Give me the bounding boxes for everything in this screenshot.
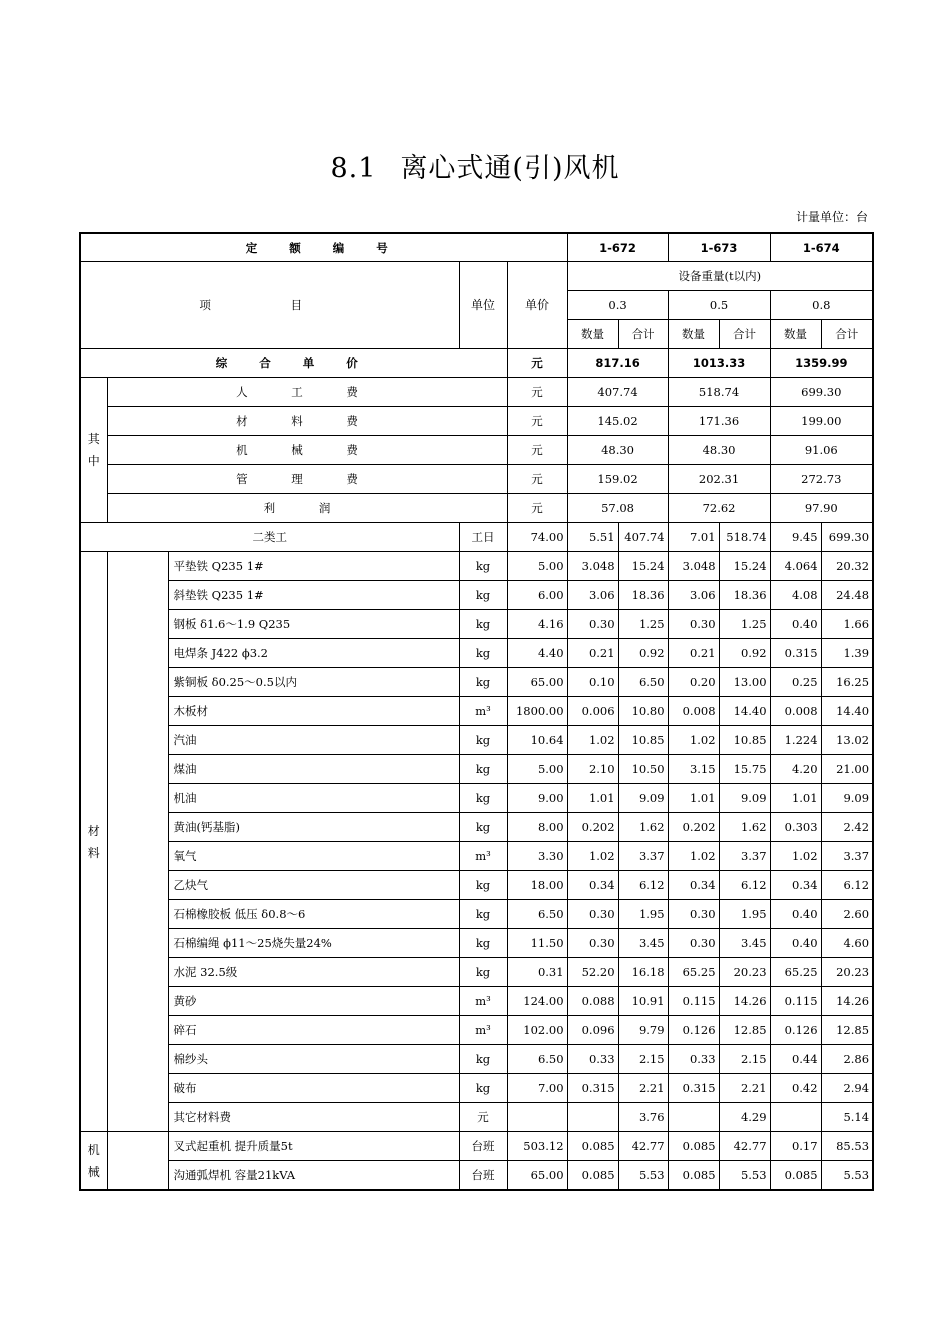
item-qty: 0.21 (668, 639, 719, 668)
material-row (80, 1103, 873, 1132)
item-sum: 10.85 (618, 726, 668, 755)
item-price: 10.64 (507, 726, 567, 755)
cost-value: 48.30 (668, 436, 770, 465)
item-name: 黄砂 (168, 987, 459, 1016)
sum-header-2: 合计 (719, 320, 770, 349)
item-name: 石棉编绳 ϕ11～25烧失量24% (168, 929, 459, 958)
item-sum: 15.24 (618, 552, 668, 581)
item-sum: 6.12 (821, 871, 873, 900)
total-value-3: 1359.99 (770, 349, 873, 378)
item-sum: 2.15 (719, 1045, 770, 1074)
cost-value: 699.30 (770, 378, 873, 407)
cost-value: 202.31 (668, 465, 770, 494)
item-qty: 0.21 (567, 639, 618, 668)
section-title: 离心式通(引)风机 (400, 153, 620, 184)
weight-2: 0.5 (668, 291, 770, 320)
quota-code-3: 1-674 (770, 233, 873, 262)
labor-row (80, 523, 873, 552)
cost-row (80, 407, 873, 436)
item-sum: 9.09 (821, 784, 873, 813)
item-price: 9.00 (507, 784, 567, 813)
cost-row (80, 494, 873, 523)
item-unit: kg (459, 610, 507, 639)
measurement-unit-note: 计量单位：台 (795, 210, 868, 224)
item-qty: 1.224 (770, 726, 821, 755)
item-qty: 1.01 (668, 784, 719, 813)
item-qty: 3.15 (668, 755, 719, 784)
item-sum: 20.32 (821, 552, 873, 581)
cost-value: 48.30 (567, 436, 668, 465)
sum-header-1: 合计 (618, 320, 668, 349)
item-sum: 1.62 (618, 813, 668, 842)
item-unit: kg (459, 726, 507, 755)
item-name: 钢板 δ1.6～1.9 Q235 (168, 610, 459, 639)
item-price: 3.30 (507, 842, 567, 871)
page-title (0, 146, 950, 185)
cost-value: 57.08 (567, 494, 668, 523)
cost-label: 人 工 费 (107, 378, 507, 407)
cost-value: 97.90 (770, 494, 873, 523)
item-qty: 3.048 (567, 552, 618, 581)
materials-label-spacer (107, 552, 168, 1132)
item-sum: 1.66 (821, 610, 873, 639)
item-qty: 0.315 (567, 1074, 618, 1103)
item-name: 氧气 (168, 842, 459, 871)
item-sum: 1.95 (618, 900, 668, 929)
qty-header-2: 数量 (668, 320, 719, 349)
item-price: 5.00 (507, 552, 567, 581)
item-qty (567, 1103, 618, 1132)
item-sum: 9.09 (719, 784, 770, 813)
item-qty: 0.40 (770, 610, 821, 639)
cost-unit: 元 (507, 378, 567, 407)
item-sum: 3.45 (719, 929, 770, 958)
item-sum: 18.36 (719, 581, 770, 610)
item-price: 4.40 (507, 639, 567, 668)
item-unit: kg (459, 784, 507, 813)
item-qty: 0.303 (770, 813, 821, 842)
material-row (80, 755, 873, 784)
item-sum: 2.94 (821, 1074, 873, 1103)
item-name: 木板材 (168, 697, 459, 726)
item-qty: 0.085 (567, 1132, 618, 1161)
cost-value: 407.74 (567, 378, 668, 407)
cost-value: 199.00 (770, 407, 873, 436)
item-qty: 0.085 (567, 1161, 618, 1191)
item-qty: 0.315 (668, 1074, 719, 1103)
item-sum: 6.12 (618, 871, 668, 900)
item-qty: 0.30 (567, 610, 618, 639)
item-qty: 1.01 (770, 784, 821, 813)
item-unit: 台班 (459, 1161, 507, 1191)
item-unit: kg (459, 639, 507, 668)
material-row (80, 958, 873, 987)
item-name: 电焊条 J422 ϕ3.2 (168, 639, 459, 668)
material-row (80, 1074, 873, 1103)
header-row-weight (80, 262, 873, 291)
item-sum: 42.77 (618, 1132, 668, 1161)
item-qty: 52.20 (567, 958, 618, 987)
item-qty: 0.33 (567, 1045, 618, 1074)
item-qty: 0.088 (567, 987, 618, 1016)
item-qty: 0.126 (770, 1016, 821, 1045)
item-sum: 5.53 (719, 1161, 770, 1191)
material-row (80, 842, 873, 871)
item-sum: 6.12 (719, 871, 770, 900)
quota-code-label: 定 额 编 号 (80, 233, 567, 262)
item-sum: 0.92 (618, 639, 668, 668)
item-qty: 0.096 (567, 1016, 618, 1045)
item-sum: 12.85 (821, 1016, 873, 1045)
item-qty: 0.17 (770, 1132, 821, 1161)
item-header: 项 目 (80, 262, 459, 349)
item-sum: 2.60 (821, 900, 873, 929)
labor-cell: 9.45 (770, 523, 821, 552)
item-unit: kg (459, 552, 507, 581)
material-row (80, 726, 873, 755)
weight-3: 0.8 (770, 291, 873, 320)
item-unit: kg (459, 813, 507, 842)
total-label: 综 合 单 价 (80, 349, 507, 378)
item-sum: 16.18 (618, 958, 668, 987)
item-qty: 0.115 (668, 987, 719, 1016)
machinery-label-spacer (107, 1132, 168, 1191)
item-qty (668, 1103, 719, 1132)
item-sum: 20.23 (719, 958, 770, 987)
item-unit: kg (459, 958, 507, 987)
item-qty: 65.25 (668, 958, 719, 987)
labor-cell: 7.01 (668, 523, 719, 552)
item-qty: 1.01 (567, 784, 618, 813)
item-qty: 0.315 (770, 639, 821, 668)
material-row (80, 871, 873, 900)
item-unit: 台班 (459, 1132, 507, 1161)
item-sum: 2.21 (719, 1074, 770, 1103)
cost-value: 159.02 (567, 465, 668, 494)
item-qty: 1.02 (668, 842, 719, 871)
item-qty: 65.25 (770, 958, 821, 987)
item-sum: 14.40 (719, 697, 770, 726)
item-name: 平垫铁 Q235 1# (168, 552, 459, 581)
cost-unit: 元 (507, 436, 567, 465)
item-qty: 0.202 (668, 813, 719, 842)
qty-header-1: 数量 (567, 320, 618, 349)
item-qty: 0.30 (567, 900, 618, 929)
item-price: 503.12 (507, 1132, 567, 1161)
item-qty: 4.20 (770, 755, 821, 784)
item-sum: 42.77 (719, 1132, 770, 1161)
item-sum: 4.60 (821, 929, 873, 958)
item-price: 1800.00 (507, 697, 567, 726)
item-qty: 0.006 (567, 697, 618, 726)
item-sum: 13.02 (821, 726, 873, 755)
item-unit: m³ (459, 987, 507, 1016)
item-sum: 10.91 (618, 987, 668, 1016)
item-unit: m³ (459, 842, 507, 871)
item-unit: m³ (459, 1016, 507, 1045)
item-price: 6.00 (507, 581, 567, 610)
item-qty: 0.20 (668, 668, 719, 697)
item-sum: 6.50 (618, 668, 668, 697)
item-sum: 3.37 (821, 842, 873, 871)
labor-cell: 5.51 (567, 523, 618, 552)
item-name: 斜垫铁 Q235 1# (168, 581, 459, 610)
item-qty: 3.048 (668, 552, 719, 581)
item-qty: 1.02 (668, 726, 719, 755)
labor-price: 74.00 (507, 523, 567, 552)
item-name: 沟通弧焊机 容量21kVA (168, 1161, 459, 1191)
labor-unit: 工日 (459, 523, 507, 552)
qty-header-3: 数量 (770, 320, 821, 349)
quota-table (79, 232, 874, 1191)
quota-code-1: 1-672 (567, 233, 668, 262)
item-price: 8.00 (507, 813, 567, 842)
item-sum: 1.25 (618, 610, 668, 639)
of-which-label: 其中 (80, 378, 107, 523)
item-price: 0.31 (507, 958, 567, 987)
item-unit: kg (459, 1074, 507, 1103)
item-unit: kg (459, 900, 507, 929)
item-qty: 4.08 (770, 581, 821, 610)
material-row (80, 581, 873, 610)
item-qty: 1.02 (770, 842, 821, 871)
item-sum: 1.25 (719, 610, 770, 639)
item-name: 煤油 (168, 755, 459, 784)
item-price: 4.16 (507, 610, 567, 639)
total-value-1: 817.16 (567, 349, 668, 378)
item-sum: 10.85 (719, 726, 770, 755)
machinery-row (80, 1161, 873, 1191)
item-qty: 0.126 (668, 1016, 719, 1045)
item-price: 65.00 (507, 1161, 567, 1191)
item-qty: 0.085 (770, 1161, 821, 1191)
item-qty: 0.25 (770, 668, 821, 697)
quota-code-row (80, 233, 873, 262)
cost-unit: 元 (507, 465, 567, 494)
item-name: 紫铜板 δ0.25～0.5以内 (168, 668, 459, 697)
item-unit: kg (459, 929, 507, 958)
item-price: 18.00 (507, 871, 567, 900)
item-name: 石棉橡胶板 低压 δ0.8～6 (168, 900, 459, 929)
total-row (80, 349, 873, 378)
cost-label: 材 料 费 (107, 407, 507, 436)
labor-cell: 518.74 (719, 523, 770, 552)
item-sum: 1.95 (719, 900, 770, 929)
item-qty: 0.30 (567, 929, 618, 958)
item-qty: 0.34 (770, 871, 821, 900)
cost-unit: 元 (507, 407, 567, 436)
item-qty: 0.30 (668, 900, 719, 929)
machinery-label: 机械 (80, 1132, 107, 1191)
item-sum: 12.85 (719, 1016, 770, 1045)
item-qty: 0.34 (668, 871, 719, 900)
item-name: 其它材料费 (168, 1103, 459, 1132)
item-qty: 0.30 (668, 610, 719, 639)
item-qty: 4.064 (770, 552, 821, 581)
material-row (80, 813, 873, 842)
materials-label: 材料 (80, 552, 107, 1132)
cost-label: 管 理 费 (107, 465, 507, 494)
item-sum: 2.42 (821, 813, 873, 842)
item-unit: kg (459, 1045, 507, 1074)
price-header: 单价 (507, 262, 567, 349)
item-unit: kg (459, 668, 507, 697)
item-qty: 0.085 (668, 1132, 719, 1161)
item-price: 124.00 (507, 987, 567, 1016)
item-price: 11.50 (507, 929, 567, 958)
material-row (80, 987, 873, 1016)
item-price: 7.00 (507, 1074, 567, 1103)
item-qty: 0.40 (770, 929, 821, 958)
item-sum: 3.37 (618, 842, 668, 871)
item-sum: 2.15 (618, 1045, 668, 1074)
item-name: 棉纱头 (168, 1045, 459, 1074)
item-sum: 9.09 (618, 784, 668, 813)
item-sum: 15.24 (719, 552, 770, 581)
item-name: 机油 (168, 784, 459, 813)
item-qty: 0.008 (770, 697, 821, 726)
cost-unit: 元 (507, 494, 567, 523)
labor-cell: 407.74 (618, 523, 668, 552)
quota-code-2: 1-673 (668, 233, 770, 262)
item-price: 65.00 (507, 668, 567, 697)
item-name: 乙炔气 (168, 871, 459, 900)
cost-value: 72.62 (668, 494, 770, 523)
item-qty: 0.085 (668, 1161, 719, 1191)
item-price (507, 1103, 567, 1132)
item-sum: 3.45 (618, 929, 668, 958)
item-sum: 15.75 (719, 755, 770, 784)
item-sum: 16.25 (821, 668, 873, 697)
item-qty: 0.40 (770, 900, 821, 929)
item-sum: 24.48 (821, 581, 873, 610)
item-name: 水泥 32.5级 (168, 958, 459, 987)
material-row (80, 668, 873, 697)
material-row (80, 929, 873, 958)
material-row (80, 610, 873, 639)
material-row (80, 552, 873, 581)
material-row (80, 900, 873, 929)
cost-label: 利 润 (107, 494, 507, 523)
item-sum: 20.23 (821, 958, 873, 987)
item-qty: 0.115 (770, 987, 821, 1016)
item-sum: 1.62 (719, 813, 770, 842)
item-qty: 0.42 (770, 1074, 821, 1103)
item-qty: 0.34 (567, 871, 618, 900)
item-unit: kg (459, 755, 507, 784)
item-sum: 5.53 (821, 1161, 873, 1191)
item-sum: 10.50 (618, 755, 668, 784)
item-unit: 元 (459, 1103, 507, 1132)
item-sum: 5.53 (618, 1161, 668, 1191)
cost-value: 518.74 (668, 378, 770, 407)
cost-row (80, 378, 873, 407)
item-qty: 1.02 (567, 842, 618, 871)
item-unit: m³ (459, 697, 507, 726)
item-sum: 3.37 (719, 842, 770, 871)
weight-header: 设备重量(t以内) (567, 262, 873, 291)
item-unit: kg (459, 581, 507, 610)
item-sum: 14.26 (719, 987, 770, 1016)
item-price: 102.00 (507, 1016, 567, 1045)
cost-value: 272.73 (770, 465, 873, 494)
item-sum: 5.14 (821, 1103, 873, 1132)
item-qty: 3.06 (567, 581, 618, 610)
item-sum: 1.39 (821, 639, 873, 668)
item-sum: 2.86 (821, 1045, 873, 1074)
item-sum: 13.00 (719, 668, 770, 697)
item-name: 汽油 (168, 726, 459, 755)
section-number: 8.1 (330, 153, 377, 184)
item-qty: 0.30 (668, 929, 719, 958)
item-unit: kg (459, 871, 507, 900)
cost-label: 机 械 费 (107, 436, 507, 465)
item-name: 破布 (168, 1074, 459, 1103)
item-qty: 0.44 (770, 1045, 821, 1074)
material-row (80, 784, 873, 813)
item-sum: 3.76 (618, 1103, 668, 1132)
item-name: 碎石 (168, 1016, 459, 1045)
labor-cell: 699.30 (821, 523, 873, 552)
item-sum: 10.80 (618, 697, 668, 726)
item-qty (770, 1103, 821, 1132)
material-row (80, 639, 873, 668)
labor-label: 二类工 (80, 523, 459, 552)
sum-header-3: 合计 (821, 320, 873, 349)
machinery-row (80, 1132, 873, 1161)
item-qty: 0.202 (567, 813, 618, 842)
item-qty: 2.10 (567, 755, 618, 784)
item-qty: 3.06 (668, 581, 719, 610)
material-row (80, 1045, 873, 1074)
item-sum: 14.26 (821, 987, 873, 1016)
item-sum: 18.36 (618, 581, 668, 610)
item-qty: 0.10 (567, 668, 618, 697)
item-qty: 1.02 (567, 726, 618, 755)
cost-value: 171.36 (668, 407, 770, 436)
item-sum: 9.79 (618, 1016, 668, 1045)
unit-header: 单位 (459, 262, 507, 349)
item-name: 叉式起重机 提升质量5t (168, 1132, 459, 1161)
item-price: 6.50 (507, 1045, 567, 1074)
item-sum: 2.21 (618, 1074, 668, 1103)
item-sum: 85.53 (821, 1132, 873, 1161)
item-sum: 4.29 (719, 1103, 770, 1132)
cost-value: 145.02 (567, 407, 668, 436)
total-value-2: 1013.33 (668, 349, 770, 378)
item-qty: 0.33 (668, 1045, 719, 1074)
item-sum: 21.00 (821, 755, 873, 784)
material-row (80, 697, 873, 726)
item-name: 黄油(钙基脂) (168, 813, 459, 842)
item-price: 6.50 (507, 900, 567, 929)
item-price: 5.00 (507, 755, 567, 784)
cost-row (80, 465, 873, 494)
cost-value: 91.06 (770, 436, 873, 465)
total-unit: 元 (507, 349, 567, 378)
item-sum: 14.40 (821, 697, 873, 726)
material-row (80, 1016, 873, 1045)
item-qty: 0.008 (668, 697, 719, 726)
cost-row (80, 436, 873, 465)
weight-1: 0.3 (567, 291, 668, 320)
item-sum: 0.92 (719, 639, 770, 668)
